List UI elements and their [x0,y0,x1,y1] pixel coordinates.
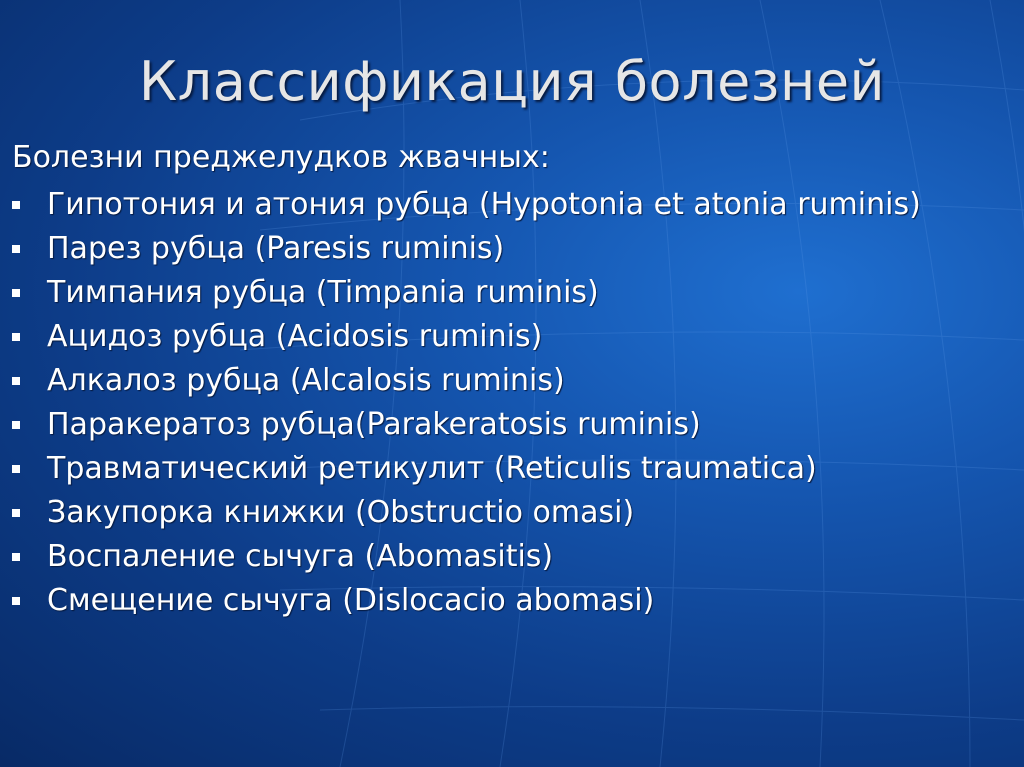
list-item [12,451,972,486]
square-bullet-icon [12,465,20,473]
square-bullet-icon [12,597,20,605]
square-bullet-icon [12,333,20,341]
list-item-text: Гипотония и атония рубца (Hypotonia et atonia ruminis) [47,187,921,222]
list-item-text: Травматический ретикулит (Reticulis traumatica) [47,451,817,486]
square-bullet-icon [12,289,20,297]
list-item-text: Смещение сычуга (Dislocacio abomasi) [47,583,655,618]
disease-list [12,187,972,618]
list-item [12,407,972,442]
square-bullet-icon [12,245,20,253]
square-bullet-icon [12,421,20,429]
list-item [12,231,972,266]
square-bullet-icon [12,509,20,517]
list-item-text: Парез рубца (Paresis ruminis) [47,231,505,266]
square-bullet-icon [12,377,20,385]
list-item-text: Тимпания рубца (Timpania ruminis) [47,275,599,310]
list-item [12,495,972,530]
square-bullet-icon [12,201,20,209]
list-item [12,275,972,310]
list-item [12,187,972,222]
list-item-text: Ацидоз рубца (Acidosis ruminis) [47,319,543,354]
square-bullet-icon [12,553,20,561]
list-item-text: Паракератоз рубца(Parakeratosis ruminis) [47,407,701,442]
list-item-text: Воспаление сычуга (Abomasitis) [47,539,554,574]
list-item [12,583,972,618]
list-item-text: Закупорка книжки (Obstructio omasi) [47,495,635,530]
slide-title: Классификация болезней [138,50,886,113]
list-item-text: Алкалоз рубца (Alcalosis ruminis) [47,363,565,398]
slide-body [12,140,972,627]
list-item [12,363,972,398]
intro-text: Болезни преджелудков жвачных: [12,140,550,175]
list-item [12,319,972,354]
list-item [12,539,972,574]
